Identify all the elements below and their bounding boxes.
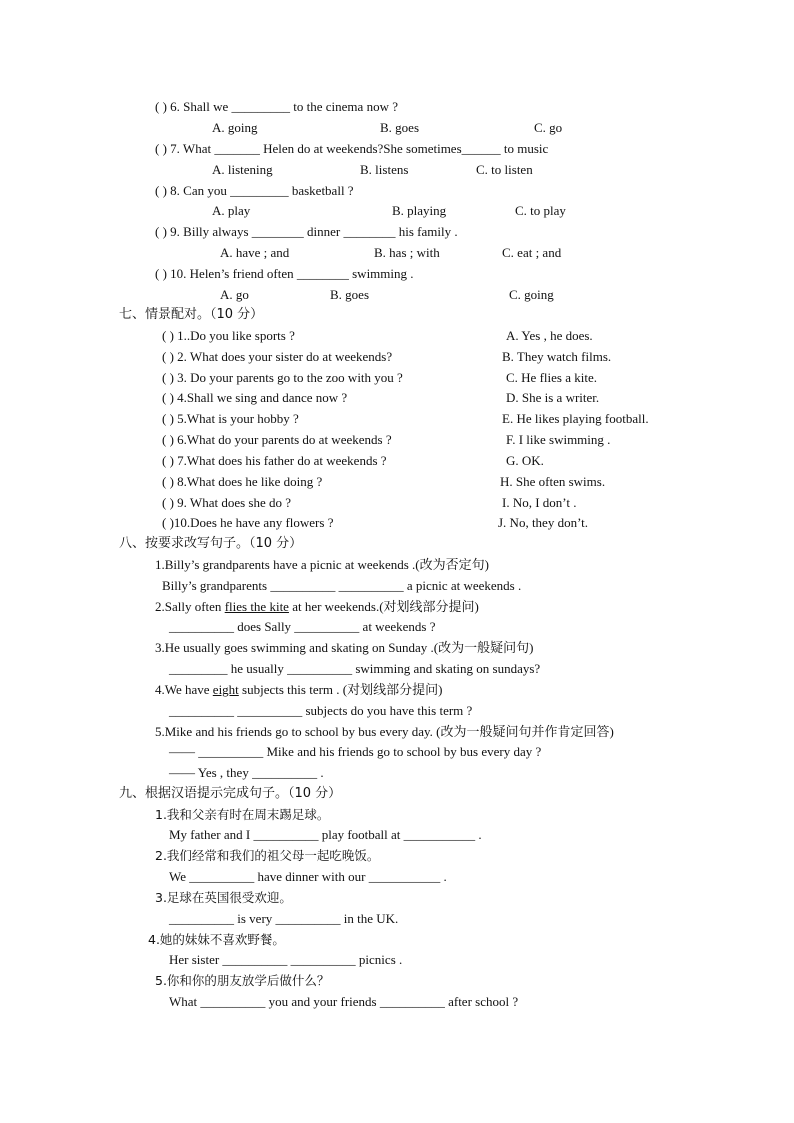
mc-7-option-a: A. listening (212, 162, 273, 177)
section-9-title: 九、根据汉语提示完成句子。（10 分） (119, 786, 342, 801)
match-question-4: ( ) 4.Shall we sing and dance now ? (162, 390, 348, 405)
match-answer-c: C. He flies a kite. (506, 370, 597, 385)
mc-7-option-c: C. to listen (476, 162, 533, 177)
mc-10-option-b: B. goes (330, 287, 369, 302)
rewrite-item-2-end: at her weekends.(对划线部分提问) (288, 599, 479, 614)
underlined-word: eight (212, 682, 239, 697)
translate-answer-5: What __________ you and your friends __________ after school ? (169, 994, 519, 1009)
translate-prompt-3: 3.足球在英国很受欢迎。 (155, 890, 292, 905)
mc-8-option-b: B. playing (392, 203, 447, 218)
match-question-6: ( ) 6.What do your parents do at weekends ? (162, 432, 392, 447)
match-question-1: ( ) 1..Do you like sports ? (162, 328, 295, 343)
mc-question-9: ( ) 9. Billy always ________ dinner ________ his family . (155, 224, 458, 239)
rewrite-answer-5-reply: —— Yes , they __________ . (169, 765, 324, 780)
match-question-2: ( ) 2. What does your sister do at weekends? (162, 349, 393, 364)
translate-answer-4: Her sister __________ __________ picnics . (169, 952, 403, 967)
match-answer-b: B. They watch films. (502, 349, 612, 364)
rewrite-answer-2: __________ does Sally __________ at weekends ? (169, 619, 436, 634)
translate-answer-2: We __________ have dinner with our ___________ . (169, 869, 447, 884)
match-answer-i: I. No, I don’t . (502, 495, 577, 510)
rewrite-answer-1: Billy’s grandparents __________ __________ a picnic at weekends . (162, 578, 522, 593)
mc-question-7: ( ) 7. What _______ Helen do at weekends?She sometimes______ to music (155, 141, 549, 156)
match-answer-j: J. No, they don’t. (498, 515, 589, 530)
mc-question-6: ( ) 6. Shall we _________ to the cinema now ? (155, 99, 398, 114)
mc-10-option-a: A. go (220, 287, 249, 302)
rewrite-item-5: 5.Mike and his friends go to school by bus every day. (改为一般疑问句并作肯定回答) (155, 724, 614, 739)
match-question-3: ( ) 3. Do your parents go to the zoo with you ? (162, 370, 403, 385)
rewrite-item-2-start: 2.Sally often (155, 599, 225, 614)
translate-prompt-1: 1.我和父亲有时在周末踢足球。 (155, 807, 330, 822)
mc-question-8: ( ) 8. Can you _________ basketball ? (155, 183, 354, 198)
mc-9-option-b: B. has ; with (374, 245, 440, 260)
underlined-phrase: flies the kite (224, 599, 289, 614)
rewrite-answer-5-question: —— __________ Mike and his friends go to school by bus every day ? (169, 744, 542, 759)
mc-9-option-c: C. eat ; and (502, 245, 562, 260)
mc-6-option-b: B. goes (380, 120, 419, 135)
section-8-title: 八、按要求改写句子。（10 分） (119, 536, 303, 551)
match-answer-d: D. She is a writer. (506, 390, 600, 405)
match-answer-e: E. He likes playing football. (502, 411, 649, 426)
match-question-10: ( )10.Does he have any flowers ? (162, 515, 334, 530)
translate-prompt-4: 4.她的妹妹不喜欢野餐。 (148, 932, 285, 947)
match-answer-g: G. OK. (506, 453, 544, 468)
rewrite-answer-4: __________ __________ subjects do you have this term ? (169, 703, 473, 718)
match-question-9: ( ) 9. What does she do ? (162, 495, 292, 510)
match-question-7: ( ) 7.What does his father do at weekends ? (162, 453, 387, 468)
translate-prompt-2: 2.我们经常和我们的祖父母一起吃晚饭。 (155, 848, 380, 863)
mc-8-option-a: A. play (212, 203, 251, 218)
match-answer-f: F. I like swimming . (506, 432, 611, 447)
match-answer-h: H. She often swims. (500, 474, 606, 489)
translate-answer-3: __________ is very __________ in the UK. (169, 911, 399, 926)
match-question-8: ( ) 8.What does he like doing ? (162, 474, 323, 489)
translate-prompt-5: 5.你和你的朋友放学后做什么？ (155, 973, 330, 988)
rewrite-item-1: 1.Billy’s grandparents have a picnic at weekends .(改为否定句) (155, 557, 489, 572)
rewrite-item-4 (155, 682, 442, 698)
mc-6-option-c: C. go (534, 120, 563, 135)
rewrite-item-3: 3.He usually goes swimming and skating on Sunday .(改为一般疑问句) (155, 640, 534, 655)
mc-10-option-c: C. going (509, 287, 554, 302)
mc-question-10: ( ) 10. Helen’s friend often ________ swimming . (155, 266, 414, 281)
rewrite-item-4-start: 4.We have (155, 682, 213, 697)
mc-9-option-a: A. have ; and (220, 245, 290, 260)
rewrite-item-4-end: subjects this term . (对划线部分提问) (238, 682, 443, 697)
mc-6-option-a: A. going (212, 120, 258, 135)
mc-7-option-b: B. listens (360, 162, 409, 177)
translate-answer-1: My father and I __________ play football at ___________ . (169, 827, 482, 842)
rewrite-answer-3: _________ he usually __________ swimming and skating on sundays? (169, 661, 541, 676)
section-7-title: 七、情景配对。（10 分） (119, 307, 264, 322)
rewrite-item-2 (155, 599, 479, 615)
match-answer-a: A. Yes , he does. (506, 328, 593, 343)
match-question-5: ( ) 5.What is your hobby ? (162, 411, 299, 426)
mc-8-option-c: C. to play (515, 203, 566, 218)
